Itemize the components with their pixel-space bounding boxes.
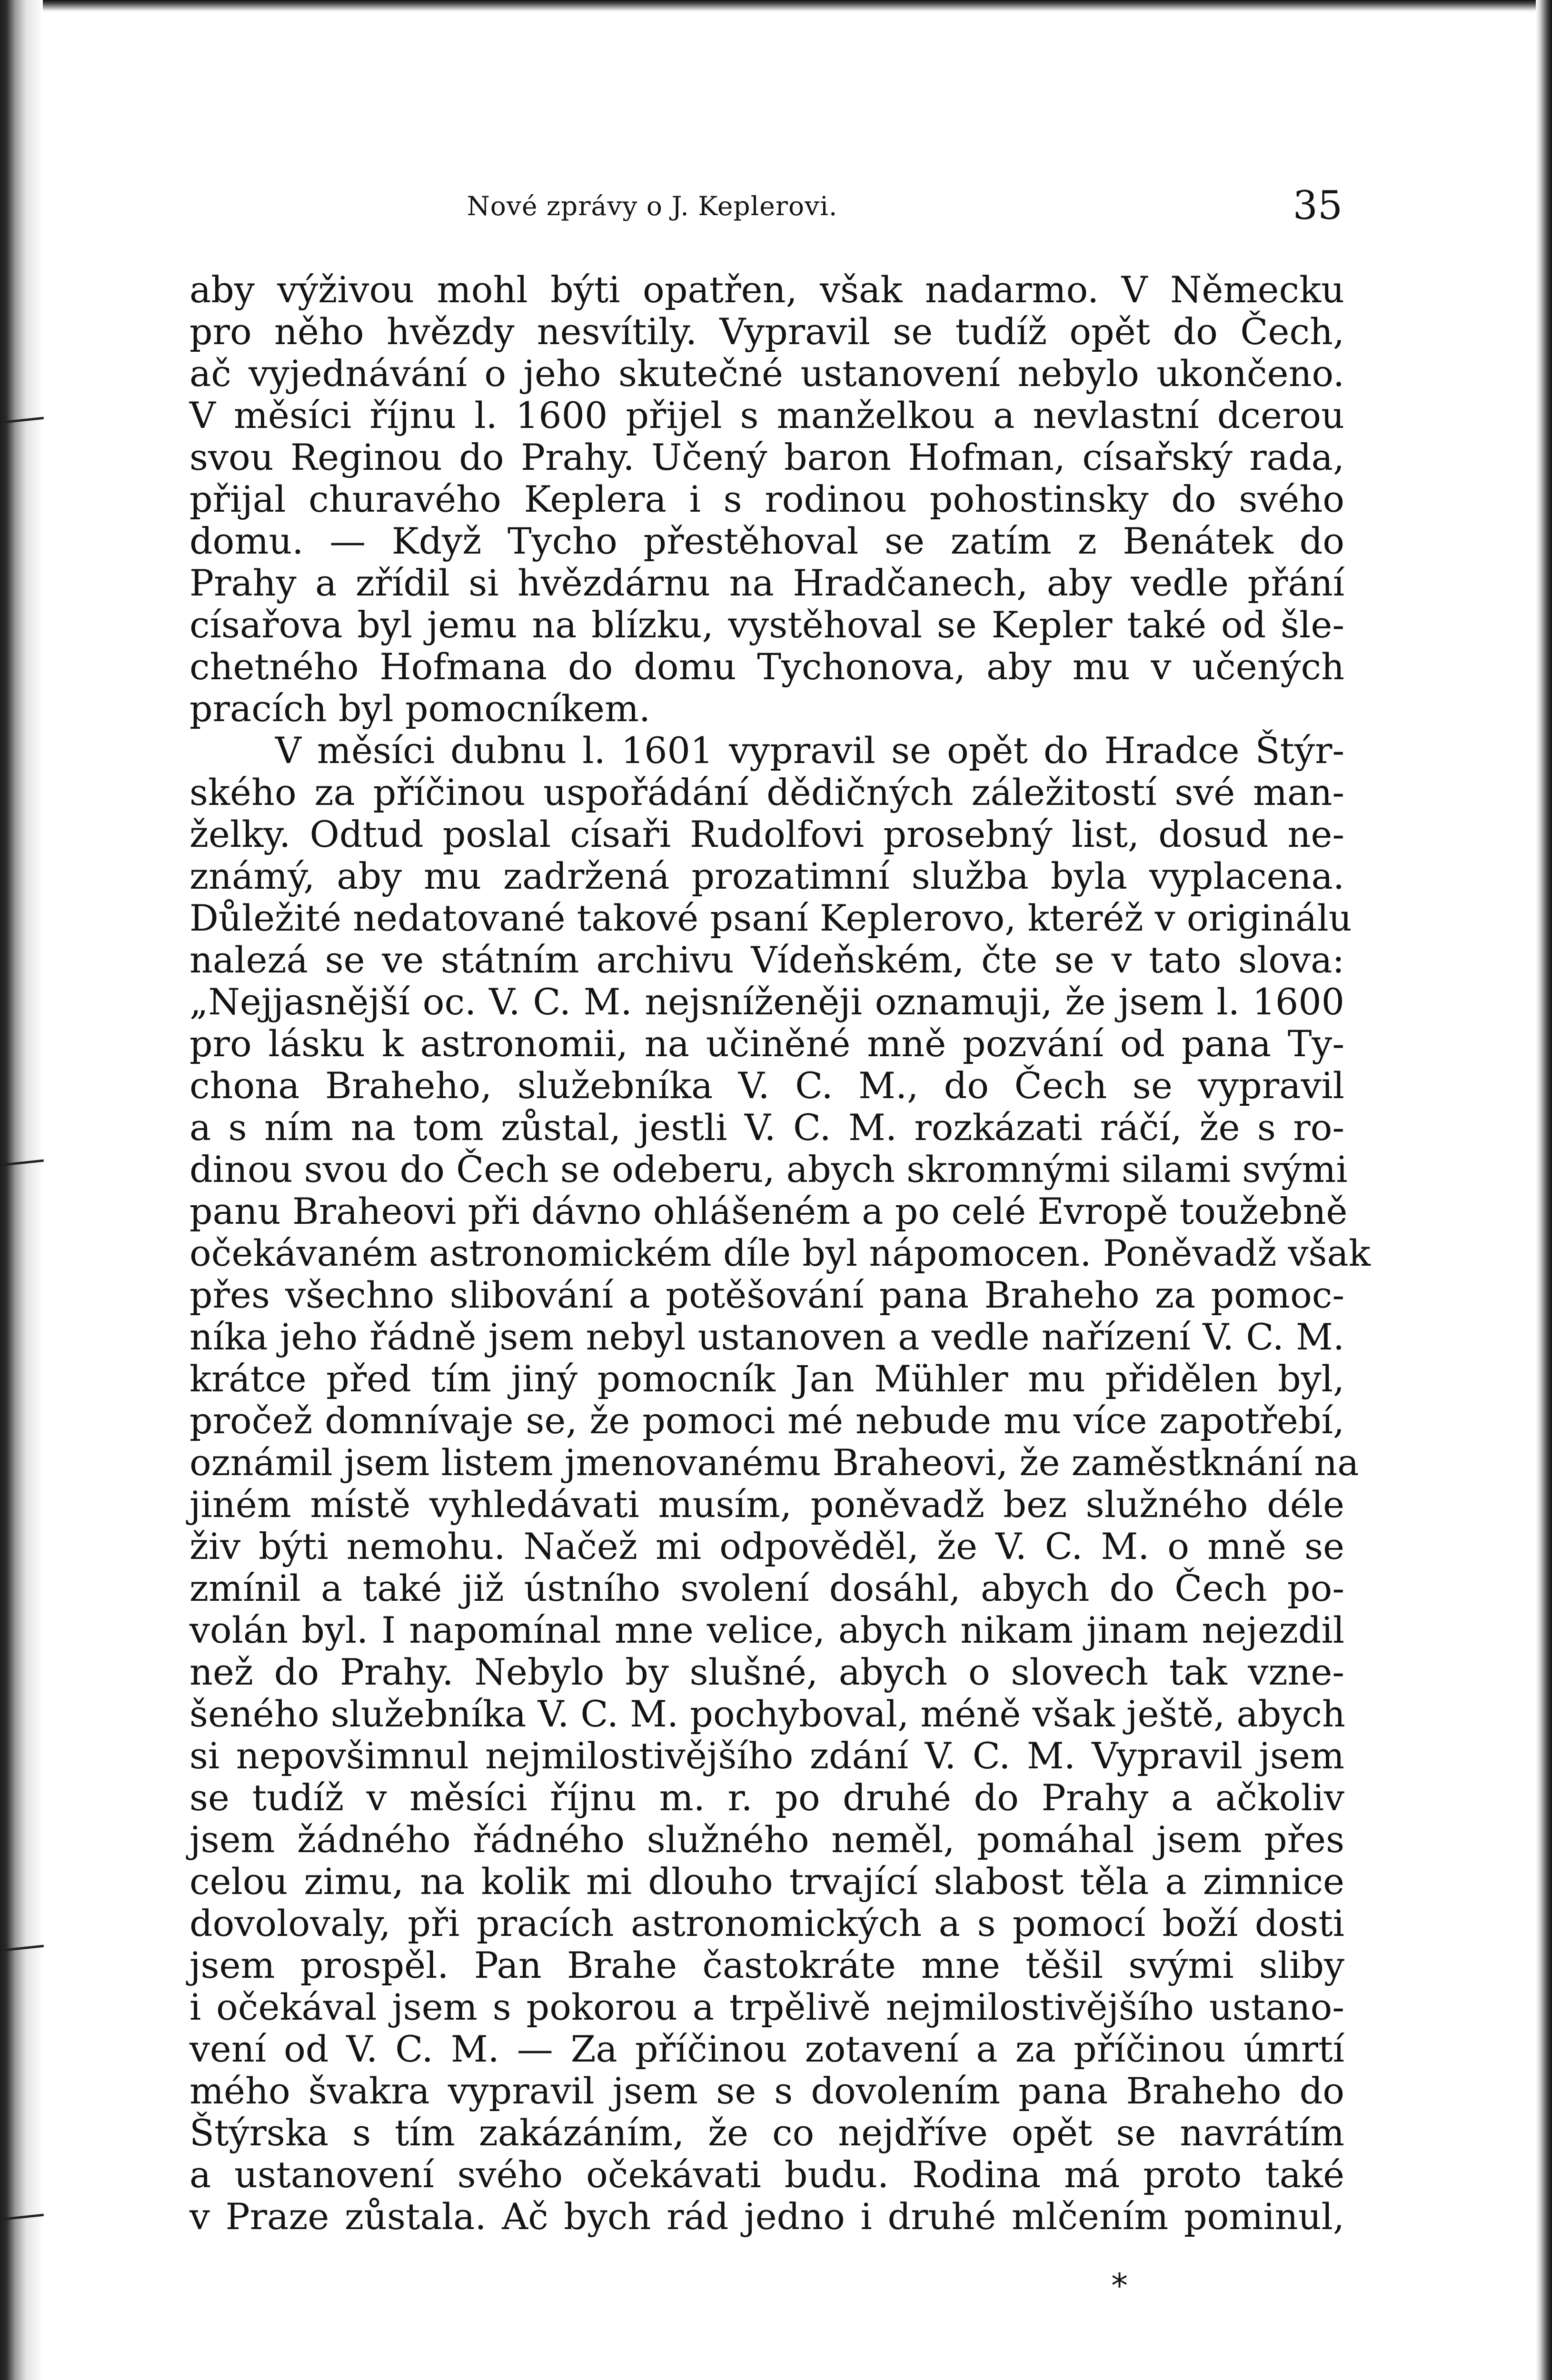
text-line: vení od V. C. M. — Za příčinou zotavení a za příčinou úmrtí [189,2028,1344,2070]
text-line: i očekával jsem s pokorou a trpělivě nejmilostivějšího ustano- [189,1986,1344,2028]
signature-mark: * [1111,2266,1128,2305]
text-line: jsem prospěl. Pan Brahe častokráte mne těšil svými sliby [189,1944,1344,1986]
text-line: a ustanovení svého očekávati budu. Rodina má proto také [189,2153,1344,2196]
text-line: celou zimu, na kolik mi dlouho trvající slabost těla a zimnice [189,1860,1344,1903]
text-line: známý, aby mu zadržená prozatimní služba byla vyplacena. [189,855,1344,897]
text-line: nalezá se ve státním archivu Vídeňském, čte se v tato slova: [189,939,1344,981]
text-line: v Praze zůstala. Ač bych rád jedno i druhé mlčením pominul, [189,2195,1344,2238]
text-line: V měsíci dubnu l. 1601 vypravil se opět do Hradce Štýr- [275,729,1344,772]
text-line: zmínil a také již ústního svolení dosáhl, abych do Čech po- [189,1567,1344,1609]
text-line: svou Reginou do Prahy. Učený baron Hofman, císařský rada, [189,436,1344,478]
text-line: jiném místě vyhledávati musím, poněvadž bez služného déle [189,1483,1344,1526]
text-line: pro něho hvězdy nesvítily. Vypravil se tudíž opět do Čech, [189,310,1344,353]
text-line: „Nejjasnější oc. V. C. M. nejsníženěji oznamuji, že jsem l. 1600 [189,981,1344,1023]
text-line: Prahy a zřídil si hvězdárnu na Hradčanech, aby vedle přání [189,562,1344,604]
text-line: volán byl. I napomínal mne velice, abych nikam jinam nejezdil [189,1609,1344,1651]
running-title: Nové zprávy o J. Keplerovi. [467,191,838,221]
text-line: živ býti nemohu. Načež mi odpověděl, že V. C. M. o mně se [189,1525,1344,1567]
text-line: přes všechno slibování a potěšování pana Braheho za pomoc- [189,1274,1344,1316]
text-line: krátce před tím jiný pomocník Jan Mühler mu přidělen byl, [189,1358,1344,1400]
text-line: pročež domnívaje se, že pomoci mé nebude mu více zapotřebí, [189,1399,1344,1442]
text-line: a s ním na tom zůstal, jestli V. C. M. rozkázati ráčí, že s ro- [189,1106,1344,1149]
text-line: panu Braheovi při dávno ohlášeném a po celé Evropě toužebně [189,1190,1348,1232]
page-number: 35 [1293,183,1343,228]
text-line: si nepovšimnul nejmilostivějšího zdání V. C. M. Vypravil jsem [189,1735,1344,1777]
text-line: želky. Odtud poslal císaři Rudolfovi prosebný list, dosud ne- [189,813,1344,855]
text-line: přijal churavého Keplera i s rodinou pohostinsky do svého [189,478,1344,520]
text-line: oznámil jsem listem jmenovanému Braheovi, že zaměstknání na [189,1441,1359,1484]
text-line: šeného služebníka V. C. M. pochyboval, méně však ještě, abych [189,1693,1345,1735]
text-line: očekávaném astronomickém díle byl nápomocen. Poněvadž však [189,1232,1371,1274]
text-line: Štýrska s tím zakázáním, že co nejdříve opět se navrátím [189,2112,1344,2154]
text-line: než do Prahy. Nebylo by slušné, abych o slovech tak vzne- [189,1651,1344,1693]
text-line: Důležité nedatované takové psaní Keplerovo, kteréž v originálu [189,897,1352,939]
text-line: pro lásku k astronomii, na učiněné mně pozvání od pana Ty- [189,1022,1344,1065]
text-line: V měsíci říjnu l. 1600 přijel s manželkou a nevlastní dcerou [189,394,1344,436]
text-line: se tudíž v měsíci říjnu m. r. po druhé do Prahy a ačkoliv [189,1776,1344,1819]
text-line: císařova byl jemu na blízku, vystěhoval se Kepler také od šle- [189,604,1344,646]
text-line: ač vyjednávání o jeho skutečné ustanovení nebylo ukončeno. [189,352,1344,395]
text-line: dovolovaly, při pracích astronomických a s pomocí boží dosti [189,1902,1344,1944]
text-line: ského za příčinou uspořádání dědičných záležitostí své man- [189,771,1344,813]
text-line [189,2238,1344,2280]
text-line: aby výživou mohl býti opatřen, však nadarmo. V Německu [189,268,1344,311]
text-line: mého švakra vypravil jsem se s dovolením pana Braheho do [189,2070,1344,2112]
text-line: jsem žádného řádného služného neměl, pomáhal jsem přes [189,1818,1344,1861]
body-text [189,268,1371,2280]
text-line: pracích byl pomocníkem. [189,687,651,730]
text-line: chona Braheho, služebníka V. C. M., do Čech se vypravil [189,1064,1344,1107]
text-line: chetného Hofmana do domu Tychonova, aby mu v učených [189,645,1344,688]
text-line: níka jeho řádně jsem nebyl ustanoven a vedle nařízení V. C. M. [189,1316,1344,1358]
text-line: domu. — Když Tycho přestěhoval se zatím z Benátek do [189,520,1344,562]
running-head [190,185,1343,228]
text-line: dinou svou do Čech se odeberu, abych skromnými silami svými [189,1148,1348,1190]
